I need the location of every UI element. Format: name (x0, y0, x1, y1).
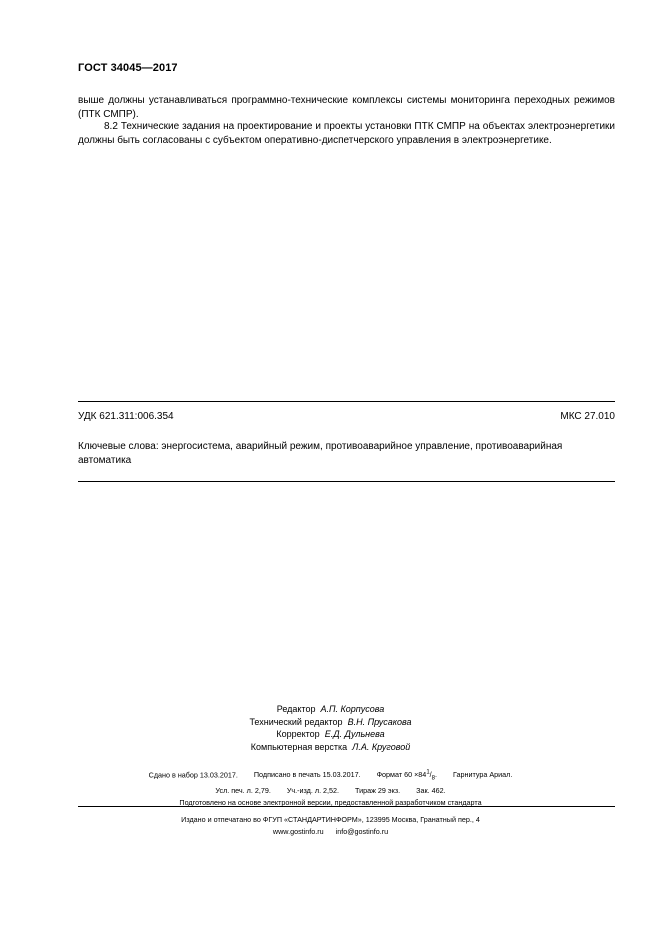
publisher-line: Издано и отпечатано во ФГУП «СТАНДАРТИНФОРМ», 123995 Москва, Гранатный пер., 4 (181, 815, 480, 824)
format-denominator: 8 (431, 775, 435, 782)
format-suffix: . (435, 770, 437, 780)
credit-name: Е.Д. Дульнева (324, 729, 385, 740)
credit-role: Компьютерная верстка (250, 741, 348, 752)
order-number: Зак. 462. (416, 785, 446, 795)
top-divider (78, 401, 615, 402)
credit-name: В.Н. Прусакова (347, 716, 412, 727)
credit-role: Технический редактор (249, 716, 343, 727)
keywords-text: Ключевые слова: энергосистема, аварийный режим, противоаварийное управление, противоаварийная автоматика (78, 441, 563, 466)
paragraph-8-2 (78, 120, 615, 147)
submitted-date: Сдано в набор 13.03.2017. (148, 770, 238, 780)
publisher-contacts (0, 826, 661, 838)
imprint-line-2 (0, 785, 661, 797)
standard-code-header: ГОСТ 34045—2017 (78, 62, 178, 74)
credit-line-editor (0, 703, 661, 716)
credit-role: Корректор (276, 729, 320, 740)
circulation: Тираж 29 экз. (355, 785, 401, 795)
prepared-note: Подготовлено на основе электронной версии, предоставленной разработчиком стандарта (179, 797, 482, 807)
imprint-block (0, 767, 661, 809)
print-sheets: Усл. печ. л. 2,79. (215, 785, 271, 795)
typeface: Гарнитура Ариал. (453, 770, 513, 780)
bottom-divider (78, 806, 615, 807)
publisher-block (0, 814, 661, 838)
format-numerator: 1 (426, 770, 430, 776)
udk-code: УДК 621.311:006.354 (78, 411, 174, 422)
paper-format: Формат $60 \times 84^1/_8$. (376, 770, 437, 782)
credit-name: А.П. Корпусова (320, 704, 385, 714)
publisher-website[interactable]: www.gostinfo.ru (272, 827, 324, 836)
paragraph-continuation: выше должны устанавливаться программно-технические комплексы системы мониторинга переходных режимов (ПТК СМПР). (78, 95, 615, 120)
format-prefix: Формат 60 ×84 (376, 770, 427, 780)
signed-date: Подписано в печать 15.03.2017. (253, 770, 361, 780)
mks-code: МКС 27.010 (560, 411, 615, 422)
credit-line-proofreader (0, 728, 661, 741)
publisher-email[interactable]: info@gostinfo.ru (335, 827, 389, 836)
credit-line-layout (0, 741, 661, 754)
credit-name: Л.А. Круговой (352, 741, 411, 752)
publisher-sheets: Уч.-изд. л. 2,52. (286, 785, 340, 795)
credit-line-tech-editor (0, 716, 661, 729)
keywords-divider (78, 481, 615, 482)
paragraph-8-2-text: 8.2 Технические задания на проектирование и проекты установки ПТК СМПР на объектах электроэнергетики должны быть согласованы с субъектом оперативно-диспетчерского управления в электроэнергетике. (78, 121, 615, 146)
credit-role: Редактор (276, 704, 316, 714)
credits-block (0, 703, 661, 753)
imprint-line-1 (0, 767, 661, 785)
